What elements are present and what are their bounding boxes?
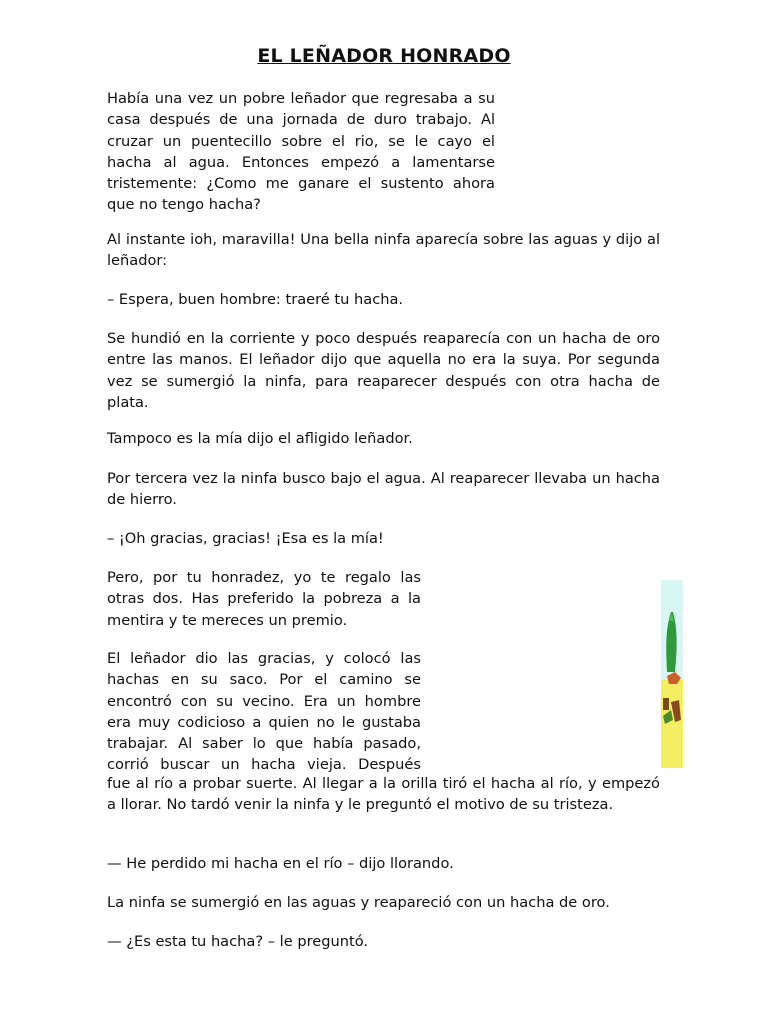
- paragraph-5: Tampoco es la mía dijo el afligido leñador.: [107, 430, 413, 447]
- paragraph-12: — ¿Es esta tu hacha? – le preguntó.: [107, 933, 369, 950]
- document-title: EL LEÑADOR HONRADO: [257, 45, 511, 67]
- paragraph-8: Pero, por tu honradez, yo te regalo las otras dos. Has preferido la pobreza a la mentira y te mereces un premio.: [107, 569, 421, 629]
- paragraph-9-continued: fue al río a probar suerte. Al llegar a la orilla tiró el hacha al río, y empezó a llorar. No tardó venir la ninfa y le preguntó el motivo de su tristeza.: [107, 775, 660, 814]
- paragraph-4: Se hundió en la corriente y poco después reaparecía con un hacha de oro entre las manos. El leñador dijo que aquella no era la suya. Por segunda vez se sumergió la ninfa, para reaparecer después con otra hacha de plata.: [107, 330, 660, 411]
- paragraph-11: La ninfa se sumergió en las aguas y reapareció con un hacha de oro.: [107, 894, 610, 911]
- woodcutter-illustration-icon: [661, 580, 683, 768]
- paragraph-10: — He perdido mi hacha en el río – dijo llorando.: [107, 855, 454, 872]
- paragraph-2: Al instante ioh, maravilla! Una bella ninfa aparecía sobre las aguas y dijo al leñador:: [107, 231, 660, 270]
- paragraph-7: – ¡Oh gracias, gracias! ¡Esa es la mía!: [107, 530, 384, 547]
- paragraph-3: – Espera, buen hombre: traeré tu hacha.: [107, 291, 404, 308]
- paragraph-1: Había una vez un pobre leñador que regresaba a su casa después de una jornada de duro trabajo. Al cruzar un puentecillo sobre el rio, se le cayo el hacha al agua. Entonces empezó a lamentarse tristemente: ¿Como me ganare el sustento ahora que no tengo hacha?: [107, 90, 495, 214]
- paragraph-9: El leñador dio las gracias, y colocó las hachas en su saco. Por el camino se encontró con su vecino. Era un hombre era muy codicioso a quien no le gustaba trabajar. Al saber lo que había pasado, corrió buscar un hacha vieja. Después: [107, 650, 421, 774]
- paragraph-6: Por tercera vez la ninfa busco bajo el agua. Al reaparecer llevaba un hacha de hierro.: [107, 470, 660, 509]
